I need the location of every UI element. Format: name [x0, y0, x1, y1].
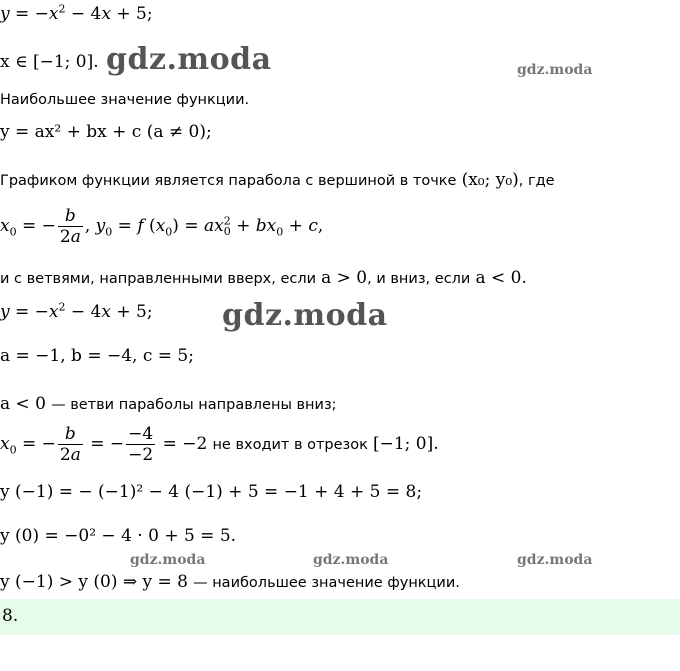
general-form-line: y = ax² + bx + c (a ≠ 0);	[0, 122, 212, 142]
coefficients-line: a = −1, b = −4, c = 5;	[0, 346, 194, 366]
y-at-minus1-line: y (−1) = − (−1)² − 4 (−1) + 5 = −1 + 4 + 5 = 8;	[0, 482, 423, 502]
x0-calc-line	[0, 424, 439, 465]
graph-text: Графиком функции является парабола с вершиной в точке	[0, 173, 457, 189]
function-line-1: $y = -x^2 - 4x + 5$;	[0, 2, 153, 24]
watermark-small-bottom-left: gdz.moda	[130, 552, 206, 568]
answer-value: 8.	[2, 606, 19, 626]
down-line	[0, 394, 337, 414]
watermark-small-bottom-right: gdz.moda	[517, 552, 593, 568]
vertex-formula-line: $x_0$ = − $\frac{b}{2a}$ , $y_0 = f$ $(x_0) = ax^2_0 + bx_0 + c$,	[0, 206, 324, 247]
graph-line	[0, 170, 555, 190]
watermark-small-right-top: gdz.moda	[517, 62, 593, 78]
branches-cond-2: a < 0.	[475, 268, 527, 288]
conclusion-text: — наибольшее значение функции.	[193, 575, 460, 591]
y-at-0-line: y (0) = −0² − 4 · 0 + 5 = 5.	[0, 526, 237, 546]
graph-text-end: , где	[518, 173, 555, 189]
watermark-large-1: gdz.moda	[106, 42, 272, 77]
heading-text: Наибольшее значение функции.	[0, 92, 250, 108]
not-in-text: не входит в отрезок	[212, 437, 368, 453]
branches-cond-1: a > 0	[321, 268, 368, 288]
watermark-small-bottom-mid: gdz.moda	[313, 552, 389, 568]
x0-calc-formula: $x_0$ = − $\frac{b}{2a}$ = − $\frac{-4}{-2}$ = −2	[0, 424, 208, 465]
branches-text-1: и с ветвями, направленными вверх, если	[0, 271, 317, 287]
down-cond: a < 0	[0, 394, 47, 414]
vertex-point: (x₀; y₀)	[461, 170, 519, 190]
down-text: — ветви параболы направлены вниз;	[51, 397, 337, 413]
compare-formula: y (−1) > y (0) ⇒ y = 8	[0, 572, 188, 592]
branches-text-2: , и вниз, если	[367, 271, 471, 287]
answer-box	[0, 599, 680, 635]
branches-line	[0, 268, 527, 288]
domain-line: x ∈ [−1; 0].	[0, 52, 99, 72]
function-line-2: $y = -x^2 - 4x + 5$;	[0, 300, 153, 322]
compare-line	[0, 572, 460, 592]
watermark-large-2: gdz.moda	[222, 298, 388, 333]
segment: [−1; 0].	[372, 434, 439, 454]
